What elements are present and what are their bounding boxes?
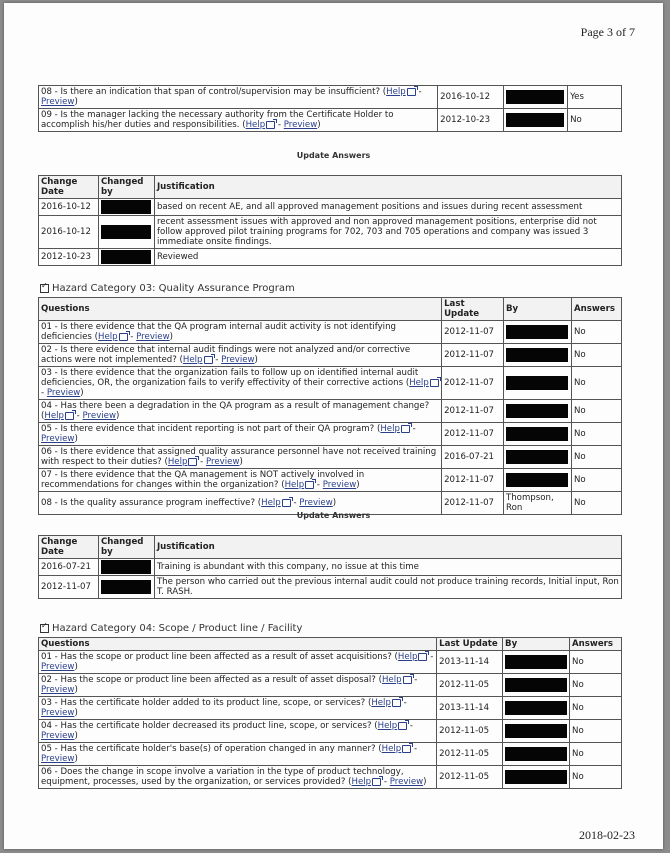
preview-link[interactable]: Preview (283, 120, 318, 130)
col-by: By (503, 298, 571, 321)
preview-link[interactable]: Preview (46, 388, 81, 398)
by-cell (503, 720, 570, 743)
redacted-name (505, 655, 567, 669)
by-cell (503, 697, 570, 720)
answer-cell: No (570, 697, 622, 720)
external-link-icon (266, 121, 275, 129)
external-link-icon (418, 653, 427, 661)
answer-cell: No (571, 344, 621, 367)
answer-cell: No (570, 720, 622, 743)
col-by: By (503, 638, 570, 651)
changed-by-cell (98, 216, 154, 249)
cat04-questions-table (38, 637, 622, 789)
question-cell: 05 - Is there evidence that incident reporting is not part of their QA program? (Help - Preview) (39, 423, 442, 446)
table-row (39, 199, 622, 216)
by-cell (503, 321, 571, 344)
question-cell: 09 - Is the manager lacking the necessary authority from the Certificate Holder to accomplish his/her duties and responsibilities. (Help - Preview) (39, 109, 438, 132)
table-row (39, 86, 622, 109)
last-update-cell: 2016-07-21 (442, 446, 504, 469)
preview-link[interactable]: Preview (82, 411, 116, 421)
link-separator: - (73, 411, 83, 421)
external-link-icon (430, 379, 439, 387)
redacted-name (506, 473, 568, 487)
table-row (39, 367, 622, 400)
help-link[interactable]: Help (284, 480, 305, 490)
by-cell (503, 423, 571, 446)
help-link[interactable]: Help (261, 498, 281, 508)
table-row (39, 109, 622, 132)
table-row (39, 697, 622, 720)
external-link-icon (402, 745, 411, 753)
col-answers: Answers (570, 638, 622, 651)
by-cell (504, 109, 568, 132)
question-text: 01 - Has the scope or product line been affected as a result of asset acquisitions? (41, 652, 392, 662)
redacted-name (506, 113, 564, 127)
preview-link[interactable]: Preview (41, 434, 75, 444)
external-link-icon (282, 499, 291, 507)
cat03-questions-table (38, 297, 622, 515)
link-separator: - (275, 120, 284, 130)
question-text: 03 - Has the certificate holder added to its product line, scope, or services? (41, 698, 366, 708)
justification-cell: based on recent AE, and all approved management positions and issues during recent assessment (154, 199, 621, 216)
update-answers-title-1: Update Answers (296, 151, 371, 160)
last-update-cell: 2013-11-14 (437, 651, 503, 674)
answer-cell: No (571, 321, 621, 344)
redacted-name (101, 580, 151, 594)
question-text: 08 - Is there an indication that span of control/supervision may be insufficient? (41, 87, 381, 97)
link-separator: - (409, 424, 416, 434)
table-row (39, 249, 622, 266)
by-cell (503, 400, 571, 423)
by-cell (503, 651, 570, 674)
change-date-cell: 2016-10-12 (39, 199, 99, 216)
hazard-category-03-header (40, 283, 295, 294)
help-link[interactable]: Help (409, 378, 429, 388)
answer-cell: Yes (568, 86, 622, 109)
help-link[interactable]: Help (386, 87, 406, 97)
external-link-icon (392, 699, 401, 707)
answer-cell: No (570, 674, 622, 697)
question-cell: 07 - Is there evidence that the QA management is NOT actively involved in recommendations for changes within the organization? (Help - Preview) (39, 469, 442, 492)
external-link-icon (305, 481, 314, 489)
link-separator: - (212, 355, 222, 365)
external-link-icon (188, 458, 197, 466)
answer-cell: No (571, 400, 621, 423)
external-link-icon (407, 88, 416, 96)
external-link-icon (403, 676, 412, 684)
col-change-date: Change Date (39, 536, 99, 559)
question-text: 02 - Is there evidence that internal audit findings were not analyzed and/or corrective actions were not implemented? (41, 345, 411, 365)
question-text: 07 - Is there evidence that the QA management is NOT actively involved in recommendations for changes within the organization? (41, 470, 365, 490)
justification-cell: The person who carried out the previous internal audit could not produce training records, Initial input, Ron T. RASH. (154, 576, 621, 599)
table-row (39, 674, 622, 697)
last-update-cell: 2012-11-07 (442, 492, 504, 515)
change-date-cell: 2012-11-07 (39, 576, 99, 599)
redacted-name (506, 450, 568, 464)
preview-link[interactable]: Preview (41, 97, 75, 107)
table-row (39, 423, 622, 446)
link-separator: - (411, 675, 418, 685)
by-cell (503, 367, 571, 400)
redacted-name (101, 560, 151, 574)
table-row (39, 766, 622, 789)
redacted-name (506, 404, 568, 418)
preview-link[interactable]: Preview (221, 355, 255, 365)
table-row (39, 576, 622, 599)
preview-link[interactable]: Preview (41, 754, 75, 764)
question-text: 08 - Is the quality assurance program ineffective? (41, 498, 256, 508)
answer-cell: No (571, 423, 621, 446)
table-row (39, 400, 622, 423)
help-link[interactable]: Help (380, 424, 400, 434)
external-link-icon (372, 778, 381, 786)
external-link-icon (204, 356, 213, 364)
by-cell (503, 766, 570, 789)
redacted-name (506, 427, 568, 441)
last-update-cell: 2012-11-05 (437, 674, 503, 697)
redacted-name (101, 200, 151, 214)
redacted-name (101, 250, 151, 264)
update-answers-table-2 (38, 535, 622, 599)
last-update-cell: 2012-11-07 (442, 367, 504, 400)
page-number: Page 3 of 7 (580, 25, 635, 39)
preview-link[interactable]: Preview (41, 731, 75, 741)
answer-cell: No (570, 743, 622, 766)
redacted-name (506, 90, 564, 104)
question-cell: 06 - Does the change in scope involve a variation in the type of product technology, equipment, processes, used by the organization, or services provided? (Help - Preview) (39, 766, 437, 789)
external-link-icon (401, 425, 410, 433)
justification-cell: recent assessment issues with approved and non approved management positions, enterprise did not follow approved pilot training programs for 702, 703 and 705 operations and company was issued 3 immediate onsite findings. (154, 216, 621, 249)
change-date-cell: 2016-10-12 (39, 216, 99, 249)
last-update-cell: 2012-11-05 (437, 766, 503, 789)
change-date-cell: 2016-07-21 (39, 559, 99, 576)
table-row (39, 344, 622, 367)
answer-cell: No (568, 109, 622, 132)
preview-link[interactable]: Preview (41, 685, 75, 695)
redacted-name (506, 348, 568, 362)
link-separator: - (197, 457, 207, 467)
table-row (39, 559, 622, 576)
last-update-cell: 2012-11-07 (442, 400, 504, 423)
help-link[interactable]: Help (377, 721, 398, 731)
preview-link[interactable]: Preview (389, 777, 424, 787)
last-update-cell: 2012-10-23 (438, 109, 504, 132)
print-date: 2018-02-23 (579, 828, 635, 842)
redacted-name (505, 770, 567, 784)
help-link[interactable]: Help (397, 652, 418, 662)
redacted-name (505, 701, 567, 715)
question-cell: 02 - Has the scope or product line been affected as a result of asset disposal? (Help - Preview) (39, 674, 437, 697)
link-separator: - (400, 698, 407, 708)
question-cell: 04 - Has the certificate holder decreased its product line, scope, or services? (Help - Preview) (39, 720, 437, 743)
by-cell (503, 674, 570, 697)
question-text: 05 - Is there evidence that incident reporting is not part of their QA program? (41, 424, 375, 434)
checkbox-icon[interactable] (40, 624, 49, 633)
last-update-cell: 2012-11-07 (442, 469, 504, 492)
link-separator: - (427, 652, 434, 662)
question-text: 04 - Has there been a degradation in the QA program as a result of management change? (41, 401, 430, 411)
table-row (39, 469, 622, 492)
col-justification: Justification (154, 536, 621, 559)
last-update-cell: 2016-10-12 (438, 86, 504, 109)
last-update-cell: 2012-11-07 (442, 321, 504, 344)
help-link[interactable]: Help (182, 355, 203, 365)
question-cell: 03 - Has the certificate holder added to its product line, scope, or services? (Help - Preview) (39, 697, 437, 720)
answer-cell: No (571, 446, 621, 469)
table-row (39, 720, 622, 743)
justification-cell: Training is abundant with this company, no issue at this time (154, 559, 621, 576)
last-update-cell: 2012-11-05 (437, 720, 503, 743)
preview-link[interactable]: Preview (136, 332, 170, 342)
external-link-icon (65, 412, 74, 420)
answer-cell: No (570, 766, 622, 789)
preview-link[interactable]: Preview (206, 457, 240, 467)
last-update-cell: 2012-11-07 (442, 423, 504, 446)
question-text: 04 - Has the certificate holder decreased its product line, scope, or services? (41, 721, 372, 731)
link-separator: - (314, 480, 323, 490)
table-row (39, 446, 622, 469)
help-link[interactable]: Help (381, 675, 402, 685)
col-change-date: Change Date (39, 176, 99, 199)
link-separator: - (415, 87, 422, 97)
redacted-name (506, 325, 568, 339)
col-justification: Justification (154, 176, 621, 199)
link-separator: - (381, 777, 390, 787)
question-text: 01 - Is there evidence that the QA program internal audit activity is not identifying deficiencies (41, 322, 396, 342)
change-date-cell: 2012-10-23 (39, 249, 99, 266)
by-cell (504, 86, 568, 109)
document-page (4, 3, 663, 849)
help-link[interactable]: Help (371, 698, 391, 708)
external-link-icon (119, 333, 128, 341)
col-questions: Questions (39, 298, 442, 321)
question-cell: 08 - Is the quality assurance program ineffective? (Help - Preview) (39, 492, 442, 515)
by-name: Thompson, Ron (505, 493, 554, 513)
question-text: 03 - Is there evidence that the organization fails to follow up on identified internal audit deficiencies, OR, the organization fails to verify effectivity of their corrective actions (41, 368, 419, 388)
preview-link[interactable]: Preview (41, 708, 75, 718)
help-link[interactable]: Help (245, 120, 266, 130)
question-cell: 02 - Is there evidence that internal audit findings were not analyzed and/or corrective actions were not implemented? (Help - Preview) (39, 344, 442, 367)
hazard-category-04-header (40, 623, 302, 634)
question-text: 02 - Has the scope or product line been affected as a result of asset disposal? (41, 675, 376, 685)
question-text: 06 - Is there evidence that assigned quality assurance personnel have not received training with respect to their duties? (41, 447, 437, 467)
question-cell: 04 - Has there been a degradation in the QA program as a result of management change? (Help - Preview) (39, 400, 442, 423)
answer-cell: No (570, 651, 622, 674)
help-link[interactable]: Help (97, 332, 118, 342)
help-link[interactable]: Help (167, 457, 188, 467)
redacted-name (101, 225, 151, 239)
redacted-name (505, 747, 567, 761)
by-cell (503, 344, 571, 367)
question-cell: 06 - Is there evidence that assigned quality assurance personnel have not received training with respect to their duties? (Help - Preview) (39, 446, 442, 469)
checkbox-icon[interactable] (40, 284, 49, 293)
link-separator: - (41, 388, 47, 398)
col-changed-by: Changed by (98, 176, 154, 199)
help-link[interactable]: Help (351, 777, 372, 787)
preview-link[interactable]: Preview (299, 498, 333, 508)
by-cell (503, 446, 571, 469)
update-answers-table-1 (38, 175, 622, 266)
justification-cell: Reviewed (154, 249, 621, 266)
by-cell (503, 743, 570, 766)
answer-cell: No (571, 367, 621, 400)
col-questions: Questions (39, 638, 437, 651)
cat02-questions-table (38, 85, 622, 132)
question-cell: 08 - Is there an indication that span of control/supervision may be insufficient? (Help - Preview) (39, 86, 438, 109)
question-cell: 03 - Is there evidence that the organization fails to follow up on identified internal audit deficiencies, OR, the organization fails to verify effectivity of their corrective actions (Help - Preview) (39, 367, 442, 400)
question-text: 06 - Does the change in scope involve a variation in the type of product technology, equipment, processes, used by the organization, or services provided? (41, 767, 404, 787)
redacted-name (506, 376, 568, 390)
last-update-cell: 2012-11-05 (437, 743, 503, 766)
update-answers-title-2: Update Answers (296, 511, 371, 520)
hazard-category-03-title: Hazard Category 03: Quality Assurance Program (52, 283, 295, 294)
preview-link[interactable]: Preview (41, 662, 75, 672)
hazard-category-04-title: Hazard Category 04: Scope / Product line / Facility (52, 623, 303, 634)
col-last-update: Last Update (442, 298, 504, 321)
last-update-cell: 2013-11-14 (437, 697, 503, 720)
last-update-cell: 2012-11-07 (442, 344, 504, 367)
table-row (39, 651, 622, 674)
by-cell (503, 469, 571, 492)
changed-by-cell (98, 199, 154, 216)
link-separator: - (127, 332, 137, 342)
question-cell: 01 - Has the scope or product line been affected as a result of asset acquisitions? (Help - Preview) (39, 651, 437, 674)
answer-cell: No (571, 492, 621, 515)
help-link[interactable]: Help (44, 411, 64, 421)
changed-by-cell (98, 576, 154, 599)
external-link-icon (398, 722, 407, 730)
redacted-name (505, 678, 567, 692)
question-text: 09 - Is the manager lacking the necessary authority from the Certificate Holder to accomplish his/her duties and responsibilities. (41, 110, 394, 130)
changed-by-cell (98, 559, 154, 576)
link-separator: - (411, 744, 418, 754)
col-answers: Answers (571, 298, 621, 321)
col-last-update: Last Update (437, 638, 503, 651)
preview-link[interactable]: Preview (322, 480, 357, 490)
table-row (39, 321, 622, 344)
table-row (39, 216, 622, 249)
changed-by-cell (98, 249, 154, 266)
table-row (39, 743, 622, 766)
help-link[interactable]: Help (381, 744, 402, 754)
question-text: 05 - Has the certificate holder's base(s) of operation changed in any manner? (41, 744, 376, 754)
question-cell: 01 - Is there evidence that the QA program internal audit activity is not identifying deficiencies (Help - Preview) (39, 321, 442, 344)
question-cell: 05 - Has the certificate holder's base(s) of operation changed in any manner? (Help - Preview) (39, 743, 437, 766)
col-changed-by: Changed by (98, 536, 154, 559)
redacted-name (505, 724, 567, 738)
link-separator: - (407, 721, 414, 731)
link-separator: - (290, 498, 300, 508)
answer-cell: No (571, 469, 621, 492)
